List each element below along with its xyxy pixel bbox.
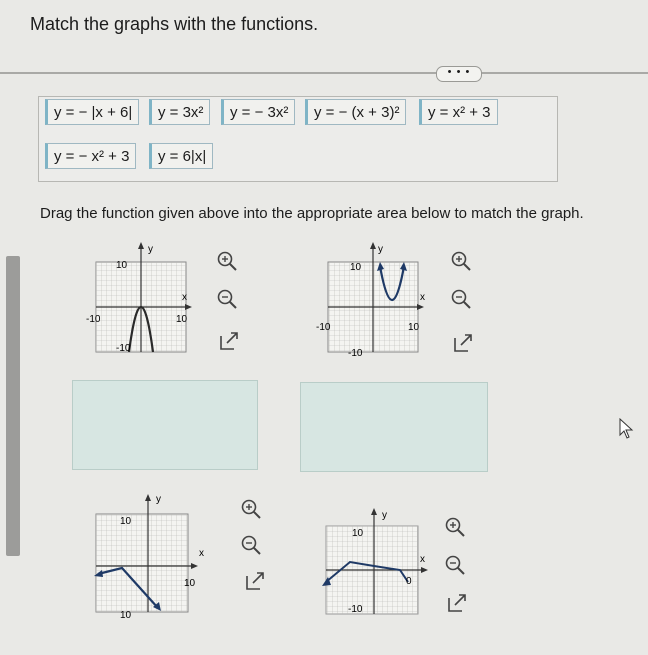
graph-4-plot <box>312 506 434 618</box>
zoom-out-icon[interactable] <box>216 288 238 310</box>
graph-3-plot <box>86 490 204 618</box>
x-max-label: 10 <box>184 578 196 589</box>
zoom-in-icon[interactable] <box>240 498 262 520</box>
graph-3 <box>86 490 204 618</box>
x-axis-label: x <box>182 292 187 303</box>
zoom-in-icon[interactable] <box>444 516 466 538</box>
function-chip[interactable]: y = − |x + 6| <box>45 99 139 125</box>
expand-icon[interactable] <box>452 332 474 354</box>
y-max-label: 10 <box>116 260 128 271</box>
divider <box>0 72 648 74</box>
y-min-label: -10 <box>348 348 363 359</box>
more-options-button[interactable]: • • • <box>436 66 482 82</box>
drop-zone-graph-1[interactable] <box>72 380 258 470</box>
question-title: Match the graphs with the functions. <box>30 14 319 34</box>
y-axis-label: y <box>378 244 383 255</box>
x-axis-label: x <box>199 548 204 559</box>
expand-icon[interactable] <box>218 330 240 352</box>
x-min-label: -10 <box>86 314 101 325</box>
function-chip[interactable]: y = − (x + 3)² <box>305 99 406 125</box>
expand-icon[interactable] <box>244 570 266 592</box>
function-bank <box>38 96 558 182</box>
graph-1-plot <box>86 240 198 358</box>
function-chip[interactable]: y = − 3x² <box>221 99 295 125</box>
y-max-label: 10 <box>352 528 364 539</box>
zoom-out-icon[interactable] <box>240 534 262 556</box>
function-chip[interactable]: y = 3x² <box>149 99 210 125</box>
y-axis-label: y <box>382 510 387 521</box>
drop-zone-graph-2[interactable] <box>300 382 488 472</box>
x-axis-label: x <box>420 554 425 565</box>
function-chip[interactable]: y = 6|x| <box>149 143 213 169</box>
y-min-label: -10 <box>116 343 131 354</box>
y-min-label: -10 <box>348 604 363 615</box>
mouse-cursor-icon <box>618 418 634 440</box>
graph-2-plot <box>314 240 432 362</box>
x-axis-label: x <box>420 292 425 303</box>
x-max-label: 10 <box>408 322 420 333</box>
y-axis-label: y <box>156 494 161 505</box>
y-min-label: 10 <box>120 610 132 618</box>
zoom-in-icon[interactable] <box>450 250 472 272</box>
function-chip[interactable]: y = x² + 3 <box>419 99 498 125</box>
graph-1 <box>86 240 198 358</box>
scrollbar[interactable] <box>6 256 20 556</box>
y-axis-label: y <box>148 244 153 255</box>
graph-2 <box>314 240 432 362</box>
graph-4 <box>312 506 434 618</box>
x-min-label: -10 <box>316 322 331 333</box>
y-max-label: 10 <box>350 262 362 273</box>
y-max-label: 10 <box>120 516 132 527</box>
function-chip[interactable]: y = − x² + 3 <box>45 143 136 169</box>
zoom-in-icon[interactable] <box>216 250 238 272</box>
x-max-label: 10 <box>176 314 188 325</box>
zoom-out-icon[interactable] <box>444 554 466 576</box>
instructions-text: Drag the function given above into the appropriate area below to match the graph. <box>40 205 584 222</box>
x-max-label: 0 <box>406 576 412 587</box>
expand-icon[interactable] <box>446 592 468 614</box>
zoom-out-icon[interactable] <box>450 288 472 310</box>
